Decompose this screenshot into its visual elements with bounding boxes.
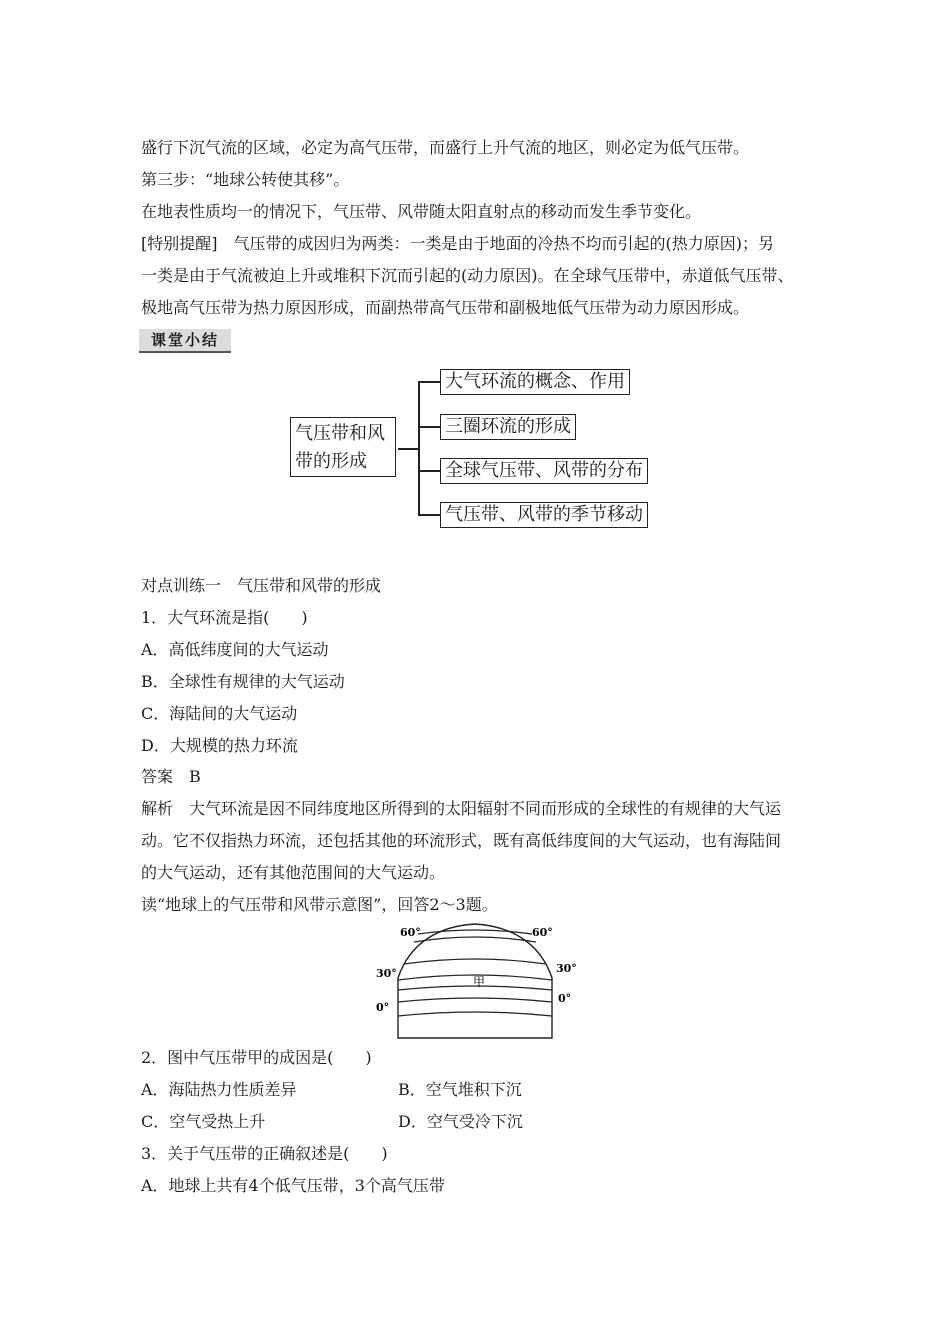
summary-branch-2: 三圈环流的形成 (440, 414, 576, 440)
q2-option-c: C．空气受热上升 (141, 1112, 266, 1131)
label-left-60: 60° (400, 926, 421, 939)
label-left-0: 0° (376, 1001, 390, 1014)
label-right-30: 30° (556, 962, 577, 975)
summary-tag: 课堂小结 (139, 329, 231, 353)
connector-branch-3 (418, 470, 440, 472)
latitude-line-60b (414, 937, 536, 942)
figure-intro: 读“地球上的气压带和风带示意图”，回答2～3题。 (141, 895, 498, 914)
q2-stem: 2．图中气压带甲的成因是( ) (141, 1048, 372, 1067)
q1-analysis-line-2: 动。它不仅指热力环流，还包括其他的环流形式，既有高低纬度间的大气运动，也有海陆间 (141, 831, 782, 850)
connector-trunk (418, 381, 420, 515)
connector-branch-1 (418, 381, 440, 383)
label-right-0: 0° (558, 992, 572, 1005)
q1-option-d: D．大规模的热力环流 (141, 736, 298, 755)
paragraph-5: 一类是由于气流被迫上升或堆积下沉而引起的(动力原因)。在全球气压带中，赤道低气压带、 (141, 266, 794, 285)
latitude-line-0 (398, 1012, 552, 1016)
label-right-60: 60° (532, 926, 553, 939)
summary-root-line-2: 带的形成 (295, 451, 367, 472)
q2-option-a: A．海陆热力性质差异 (141, 1080, 297, 1099)
q1-option-a: A．高低纬度间的大气运动 (141, 640, 329, 659)
paragraph-4: [特别提醒] 气压带的成因归为两类：一类是由于地面的冷热不均而引起的(热力原因)；另 (141, 234, 774, 253)
q1-analysis-line-1: 解析 大气环流是因不同纬度地区所得到的太阳辐射不同而形成的全球性的有规律的大气运 (141, 799, 782, 818)
q1-answer: 答案 B (141, 767, 201, 786)
label-left-30: 30° (376, 967, 397, 980)
connector-root (398, 448, 418, 450)
paragraph-1: 盛行下沉气流的区域，必定为高气压带，而盛行上升气流的地区，则必定为低气压带。 (141, 138, 750, 157)
paragraph-6: 极地高气压带为热力原因形成，而副热带高气压带和副极地低气压带为动力原因形成。 (141, 298, 750, 317)
connector-branch-2 (418, 426, 440, 428)
q2-option-d: D．空气受冷下沉 (398, 1112, 523, 1131)
q1-option-c: C．海陆间的大气运动 (141, 704, 298, 723)
summary-branch-1: 大气环流的概念、作用 (440, 369, 630, 395)
connector-branch-4 (418, 514, 440, 516)
latitude-line-10 (398, 998, 552, 1002)
q2-option-b: B．空气堆积下沉 (398, 1080, 522, 1099)
q3-stem: 3．关于气压带的正确叙述是( ) (141, 1144, 388, 1163)
q1-option-b: B．全球性有规律的大气运动 (141, 672, 345, 691)
exercise-heading: 对点训练一 气压带和风带的形成 (141, 576, 382, 595)
summary-root-line-1: 气压带和风 (295, 423, 385, 444)
paragraph-3: 在地表性质均一的情况下，气压带、风带随太阳直射点的移动而发生季节变化。 (141, 202, 702, 221)
latitude-line-45 (404, 959, 546, 964)
summary-branch-3: 全球气压带、风带的分布 (440, 458, 648, 484)
label-jia: 甲 (473, 975, 486, 989)
paragraph-2: 第三步：“地球公转使其移”。 (141, 170, 350, 189)
summary-root-box (290, 417, 396, 477)
q1-stem: 1．大气环流是指( ) (141, 608, 308, 627)
q1-analysis-line-3: 的大气运动，还有其他范围间的大气运动。 (141, 863, 446, 882)
pressure-belt-figure (370, 920, 590, 1042)
summary-branch-4: 气压带、风带的季节移动 (440, 502, 648, 528)
q3-option-a: A．地球上共有4个低气压带，3个高气压带 (141, 1176, 445, 1195)
